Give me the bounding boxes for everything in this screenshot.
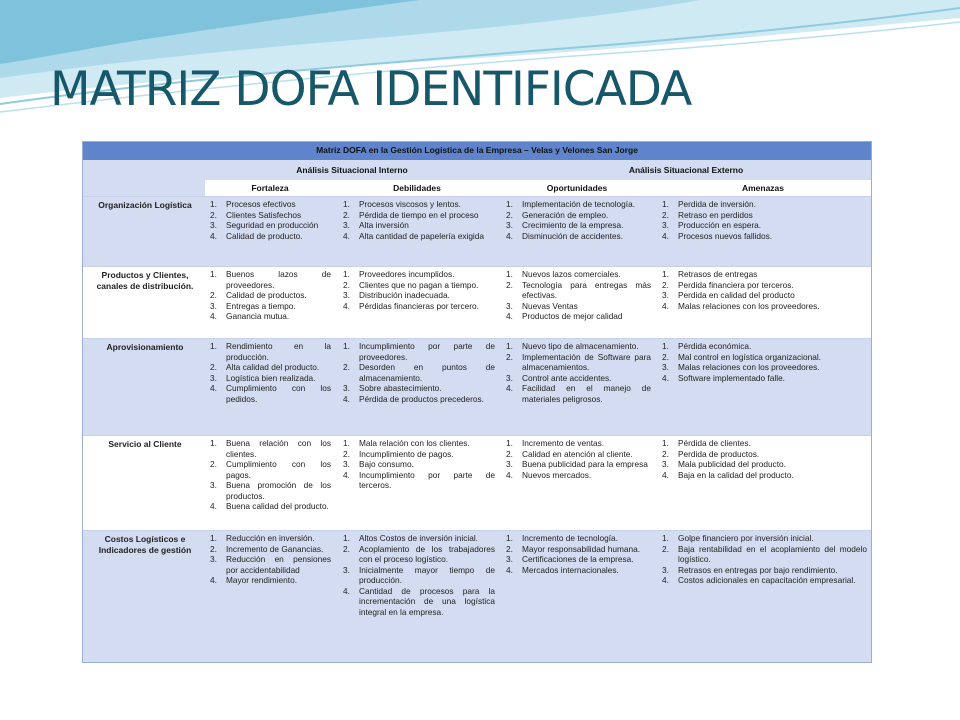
oportunidades-item: 4. Productos de mejor calidad — [506, 311, 623, 321]
oportunidades-cell — [503, 533, 651, 575]
oportunidades-item: 3. Certificaciones de la empresa. — [506, 554, 634, 564]
debilidades-item: 1. Altos Costos de inversión inicial. — [343, 533, 478, 543]
oportunidades-item: 3. Control ante accidentes. — [506, 372, 612, 383]
oportunidades-item: 2. Implementación de Software para almacenamientos. — [506, 351, 651, 372]
fortaleza-item: 4. Calidad de producto. — [210, 230, 303, 241]
fortaleza-cell — [207, 341, 331, 404]
fortaleza-cell — [207, 438, 331, 512]
fortaleza-item: 2. Incremento de Ganancias. — [210, 543, 324, 554]
amenazas-item: 3. Mala publicidad del producto. — [662, 459, 786, 469]
dofa-matrix-table — [82, 141, 872, 663]
column-header-amenazas: Amenazas — [741, 183, 785, 193]
fortaleza-cell — [207, 533, 331, 586]
row-category-label: Aprovisionamiento — [106, 342, 184, 352]
analysis-header-band — [83, 160, 871, 180]
debilidades-item: 1. Incumplimiento por parte de proveedores. — [343, 341, 495, 362]
slide-title: MATRIZ DOFA IDENTIFICADA — [50, 62, 692, 117]
oportunidades-item: 3. Nuevas Ventas — [506, 300, 578, 311]
oportunidades-cell — [503, 438, 651, 480]
debilidades-item: 1. Procesos viscosos y lentos. — [343, 199, 461, 209]
debilidades-item: 1. Proveedores incumplidos. — [343, 269, 455, 279]
amenazas-item: 2. Perdida de productos. — [662, 448, 760, 459]
oportunidades-item: 4. Mercados internacionales. — [506, 564, 619, 575]
table-title: Matriz DOFA en la Gestión Logística de la Empresa – Velas y Velones San Jorge — [83, 142, 871, 160]
fortaleza-item: 3. Logística bien realizada. — [210, 372, 316, 383]
amenazas-item: 1. Perdida de inversión. — [662, 199, 756, 209]
debilidades-cell — [340, 341, 495, 404]
amenazas-item: 4. Malas relaciones con los proveedores. — [662, 300, 820, 311]
oportunidades-item: 3. Buena publicidad para la empresa — [506, 459, 648, 469]
oportunidades-cell — [503, 269, 651, 322]
fortaleza-item: 3. Buena promoción de los productos. — [210, 480, 331, 501]
debilidades-item: 3. Distribución inadecuada. — [343, 290, 450, 300]
fortaleza-item: 2. Cumplimiento con los pagos. — [210, 459, 331, 480]
fortaleza-item: 1. Reducción en inversión. — [210, 533, 315, 543]
fortaleza-item: 3. Seguridad en producción — [210, 220, 319, 230]
amenazas-cell — [659, 199, 867, 241]
oportunidades-item: 1. Implementación de tecnología. — [506, 199, 636, 209]
fortaleza-item: 4. Ganancia mutua. — [210, 311, 290, 321]
amenazas-item: 4. Costos adicionales en capacitación empresarial. — [662, 575, 856, 585]
oportunidades-item: 4. Nuevos mercados. — [506, 469, 592, 480]
debilidades-item: 4. Cantidad de procesos para la incrementación de una logística integral en la empresa. — [343, 585, 495, 617]
amenazas-cell — [659, 533, 867, 586]
amenazas-item: 4. Baja en la calidad del producto. — [662, 469, 794, 480]
fortaleza-item: 2. Calidad de productos. — [210, 290, 307, 300]
amenazas-cell — [659, 438, 867, 480]
debilidades-item: 2. Acoplamiento de los trabajadores con el proceso logístico. — [343, 543, 495, 564]
debilidades-item: 3. Bajo consumo. — [343, 459, 414, 469]
oportunidades-cell — [503, 199, 651, 241]
debilidades-item: 2. Clientes que no pagan a tiempo. — [343, 279, 479, 290]
oportunidades-item: 1. Nuevos lazos comerciales. — [506, 269, 621, 279]
external-analysis-header: Análisis Situacional Externo — [628, 165, 744, 175]
amenazas-item: 1. Retrasos de entregas — [662, 269, 758, 279]
oportunidades-item: 1. Incremento de ventas. — [506, 438, 605, 448]
amenazas-item: 2. Retraso en perdidos — [662, 209, 753, 220]
amenazas-item: 2. Baja rentabilidad en el acoplamiento del modelo logístico. — [662, 543, 867, 564]
fortaleza-item: 1. Procesos efectivos — [210, 199, 296, 209]
amenazas-item: 3. Malas relaciones con los proveedores. — [662, 362, 820, 372]
column-header-fortaleza: Fortaleza — [251, 183, 289, 193]
fortaleza-item: 4. Cumplimiento con los pedidos. — [210, 383, 331, 404]
oportunidades-item: 2. Calidad en atención al cliente. — [506, 448, 633, 459]
debilidades-cell — [340, 438, 495, 491]
amenazas-cell — [659, 341, 867, 383]
amenazas-item: 3. Perdida en calidad del producto — [662, 290, 795, 300]
amenazas-item: 4. Procesos nuevos fallidos. — [662, 230, 773, 241]
oportunidades-item: 1. Incremento de tecnología. — [506, 533, 618, 543]
oportunidades-item: 2. Generación de empleo. — [506, 209, 609, 220]
fortaleza-item: 2. Clientes Satisfechos — [210, 209, 302, 220]
fortaleza-item: 4. Mayor rendimiento. — [210, 575, 298, 585]
amenazas-item: 2. Perdida financiera por terceros. — [662, 279, 794, 290]
oportunidades-item: 4. Disminución de accidentes. — [506, 230, 623, 241]
fortaleza-item: 3. Reducción en pensiones por accidentabilidad — [210, 554, 331, 575]
row-category-label: Organización Logística — [98, 200, 192, 210]
amenazas-item: 1. Pérdida económica. — [662, 341, 752, 351]
debilidades-item: 1. Mala relación con los clientes. — [343, 438, 470, 448]
internal-analysis-header: Análisis Situacional Interno — [296, 165, 408, 175]
debilidades-item: 4. Alta cantidad de papelería exigida — [343, 230, 485, 241]
debilidades-cell — [340, 199, 495, 241]
oportunidades-item: 2. Tecnología para entregas más efectivas. — [506, 279, 651, 300]
debilidades-item: 2. Pérdida de tiempo en el proceso — [343, 209, 479, 220]
column-header-oportunidades: Oportunidades — [546, 183, 608, 193]
table-row — [83, 530, 871, 663]
amenazas-item: 3. Producción en espera. — [662, 220, 762, 230]
row-category-label: Servicio al Cliente — [108, 439, 182, 449]
amenazas-item: 2. Mal control en logística organizacional. — [662, 351, 821, 362]
debilidades-item: 4. Pérdida de productos precederos. — [343, 393, 484, 404]
fortaleza-item: 3. Entregas a tiempo. — [210, 300, 296, 311]
table-row — [83, 435, 871, 531]
amenazas-cell — [659, 269, 867, 311]
column-header-category — [83, 180, 205, 196]
oportunidades-item: 1. Nuevo tipo de almacenamiento. — [506, 341, 639, 351]
table-row — [83, 338, 871, 436]
debilidades-item: 3. Alta inversión — [343, 220, 409, 230]
debilidades-item: 2. Incumplimiento de pagos. — [343, 448, 454, 459]
debilidades-item: 2. Desorden en puntos de almacenamiento. — [343, 362, 495, 383]
table-row — [83, 196, 871, 267]
fortaleza-cell — [207, 199, 331, 241]
row-category-label: Costos Logísticos e Indicadores de gestión — [98, 534, 192, 555]
amenazas-item: 4. Software implementado falle. — [662, 372, 785, 383]
debilidades-item: 3. Inicialmente mayor tiempo de producción. — [343, 564, 495, 585]
oportunidades-item: 3. Crecimiento de la empresa. — [506, 220, 624, 230]
fortaleza-item: 1. Buenos lazos de proveedores. — [210, 269, 331, 290]
debilidades-item: 3. Sobre abastecimiento. — [343, 383, 442, 393]
column-header-debilidades: Debilidades — [393, 183, 441, 193]
table-row — [83, 266, 871, 339]
debilidades-cell — [340, 269, 495, 311]
fortaleza-cell — [207, 269, 331, 322]
amenazas-item: 3. Retrasos en entregas por bajo rendimiento. — [662, 564, 838, 575]
debilidades-item: 4. Pérdidas financieras por tercero. — [343, 300, 479, 311]
fortaleza-item: 1. Buena relación con los clientes. — [210, 438, 331, 459]
debilidades-cell — [340, 533, 495, 617]
row-category-label: Productos y Clientes, canales de distribución. — [96, 270, 194, 291]
oportunidades-item: 4. Facilidad en el manejo de materiales peligrosos. — [506, 383, 651, 404]
oportunidades-cell — [503, 341, 651, 404]
fortaleza-item: 4. Buena calidad del producto. — [210, 501, 329, 511]
amenazas-item: 1. Golpe financiero por inversión inicial. — [662, 533, 814, 543]
oportunidades-item: 2. Mayor responsabilidad humana. — [506, 543, 641, 554]
debilidades-item: 4. Incumplimiento por parte de terceros. — [343, 469, 495, 490]
fortaleza-item: 1. Rendimiento en la producción. — [210, 341, 331, 362]
fortaleza-item: 2. Alta calidad del producto. — [210, 362, 320, 372]
column-header-row — [83, 180, 871, 196]
amenazas-item: 1. Pérdida de clientes. — [662, 438, 751, 448]
